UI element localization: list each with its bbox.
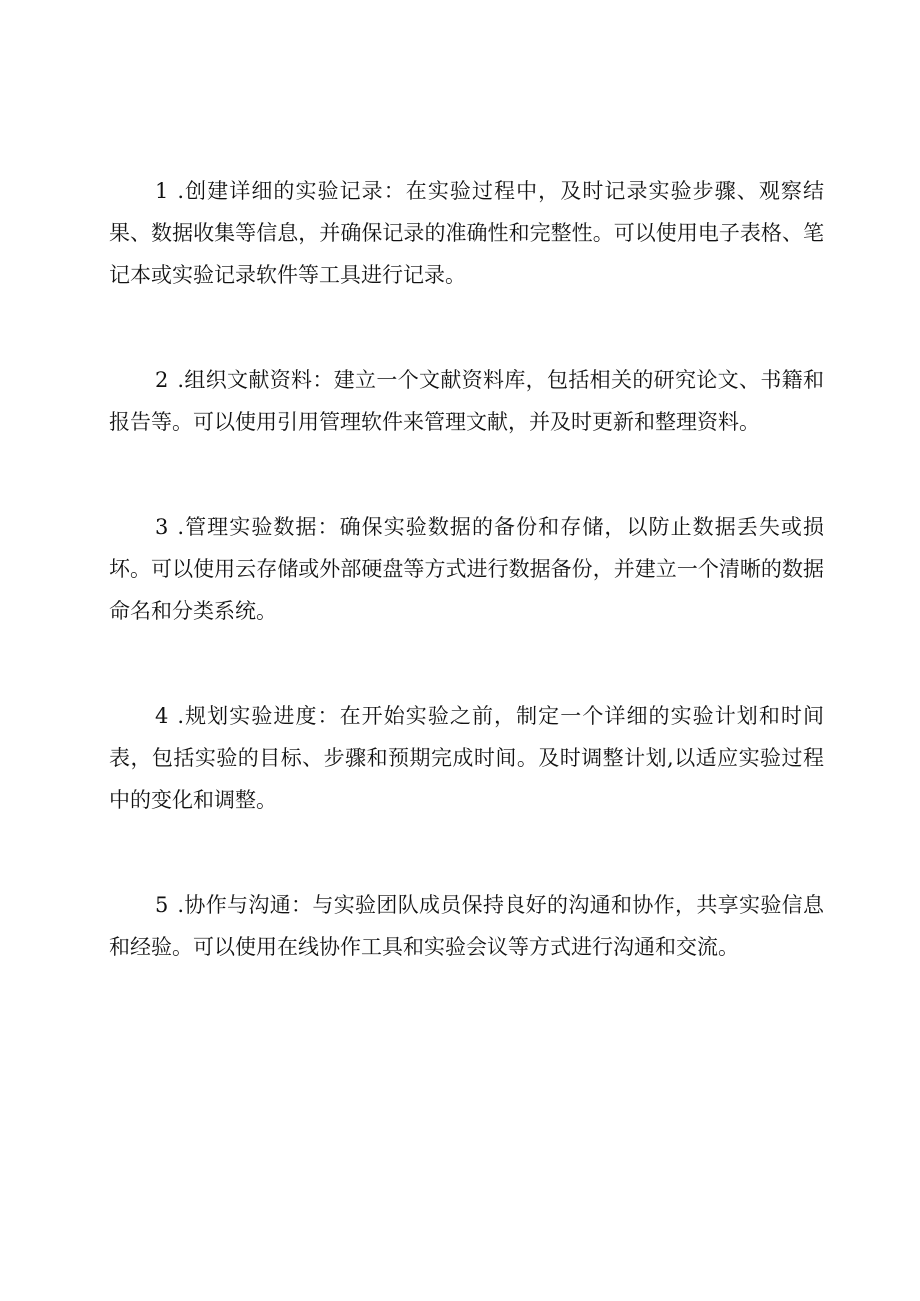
list-item	[109, 506, 824, 632]
item-number: 5	[155, 893, 169, 917]
item-text: .协作与沟通：与实验团队成员保持良好的沟通和协作，共享实验信息和经验。可以使用在线协作工具和实验会议等方式进行沟通和交流。	[109, 893, 824, 959]
item-number: 1	[155, 179, 169, 203]
list-item	[109, 359, 824, 443]
list-item	[109, 170, 824, 296]
item-number: 4	[155, 704, 169, 728]
item-number: 3	[155, 515, 169, 539]
list-item	[109, 884, 824, 968]
item-text: .规划实验进度：在开始实验之前，制定一个详细的实验计划和时间表，包括实验的目标、步骤和预期完成时间。及时调整计划,以适应实验过程中的变化和调整。	[109, 704, 824, 812]
item-text: .组织文献资料：建立一个文献资料库，包括相关的研究论文、书籍和报告等。可以使用引用管理软件来管理文献，并及时更新和整理资料。	[109, 368, 824, 434]
item-text: .创建详细的实验记录：在实验过程中，及时记录实验步骤、观察结果、数据收集等信息，并确保记录的准确性和完整性。可以使用电子表格、笔记本或实验记录软件等工具进行记录。	[109, 179, 824, 287]
item-text: .管理实验数据：确保实验数据的备份和存储，以防止数据丢失或损坏。可以使用云存储或外部硬盘等方式进行数据备份，并建立一个清晰的数据命名和分类系统。	[109, 515, 824, 623]
document-body	[109, 170, 824, 1031]
list-item	[109, 695, 824, 821]
item-number: 2	[155, 368, 169, 392]
